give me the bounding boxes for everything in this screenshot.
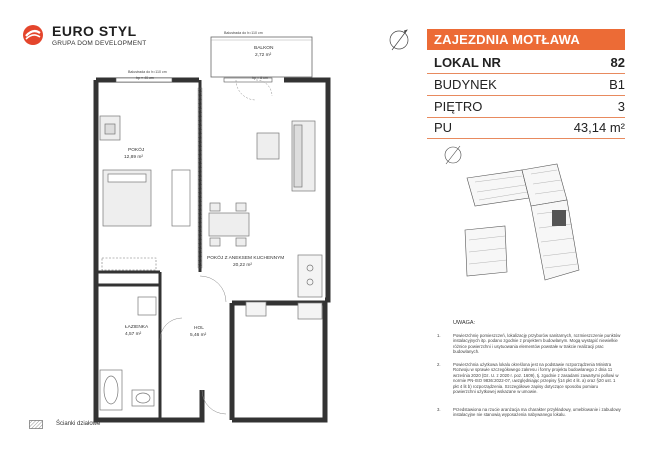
legend-label: Ścianki działowe — [56, 421, 101, 427]
pietro-label: PIĘTRO — [434, 99, 483, 114]
notes-title: UWAGA: — [453, 320, 476, 326]
brand-name: EURO STYL — [52, 23, 137, 39]
compass-small-icon — [445, 146, 461, 164]
budynek-label: BUDYNEK — [434, 77, 497, 92]
building-key-plan — [427, 140, 625, 310]
room-kitchen-area: 20,22 m² — [233, 263, 252, 268]
balcony-note: Balustrada do h=110 cm — [224, 31, 263, 35]
balcony-name: BALKON — [254, 46, 274, 51]
note-item — [437, 407, 622, 425]
lokal-label: LOKAL NR — [434, 55, 501, 70]
note-item — [437, 333, 622, 361]
row-divider — [427, 95, 625, 96]
brand-subtitle: GRUPA DOM DEVELOPMENT — [52, 40, 147, 47]
note-number: 2. — [437, 362, 441, 367]
unit-location-marker — [552, 210, 566, 226]
note-number: 3. — [437, 407, 441, 412]
note-text: Powierzchnia użytkowa lokalu określona jest na podstawie rozporządzenia Ministra Rozwoju w sprawie szczegółowego zakresu i formy projektu budowlanego z dnia 11 września 2020 (Dz. U. z 2020 r. poz. 1609), tj. zgodnie z zasadami zawartymi pollowi w normie PN-ISO 9836:2022-07, uwzględniając przepisy §14 pkt 4 lit. a) oraz §20 ust. 1 pkt 4 lit b) rozporządzenia. Szczegółowe zapisy dotyczące sposobu pomiaru powierzchni użytkowej wskazane w umowie. — [453, 362, 619, 395]
room-pokoj-area: 12,89 m² — [124, 155, 143, 160]
note-number: 1. — [437, 333, 441, 338]
pu-label: PU — [434, 120, 453, 135]
room-bathroom-area: 4,57 m² — [125, 332, 142, 337]
compass-north-icon — [390, 30, 408, 50]
balcony-area: 2,72 m² — [255, 53, 272, 58]
development-name: ZAJEZDNIA MOTŁAWA — [434, 32, 580, 47]
room-hall-name: HOL — [194, 326, 204, 331]
row-divider — [427, 73, 625, 74]
lokal-value: 82 — [610, 55, 625, 70]
pu-value: 43,14 m² — [573, 120, 625, 135]
note-text: Powierzchnię pomieszczeń, lokalizację przyborów sanitarnych, rozmieszczenie punktów instalacyjnych itp. podano zgodnie z projektem budowlanym. Mogą wystąpić niewielkie różnice powierzchni i usytuowania elementów powstałe w trakcie realizacji prac budowlanych. — [453, 333, 621, 355]
partition-hatch-icon — [29, 420, 43, 429]
note-text: Przedstawiona na rzucie aranżacja ma charakter przykładowy, umeblowanie i zabudowy instalacyjne nie stanowią wyposażenia nabywanego lokalu. — [453, 407, 621, 418]
room-bathroom-name: ŁAZIENKA — [125, 325, 149, 330]
room-hall-area: 5,46 m² — [190, 333, 207, 338]
pietro-value: 3 — [617, 99, 625, 114]
room-pokoj-name: POKÓJ — [128, 148, 145, 153]
note-item — [437, 362, 622, 406]
budynek-value: B1 — [609, 77, 625, 92]
window-note-left: Balustrada do h=110 cm — [128, 70, 167, 74]
row-divider — [427, 138, 625, 139]
row-divider — [427, 117, 625, 118]
room-kitchen-name: POKÓJ Z ANEKSEM KUCHENNYM — [207, 256, 285, 261]
hp-left: hp = 40 cm — [136, 76, 154, 80]
hp-right: hp = 8 cm — [252, 76, 268, 80]
